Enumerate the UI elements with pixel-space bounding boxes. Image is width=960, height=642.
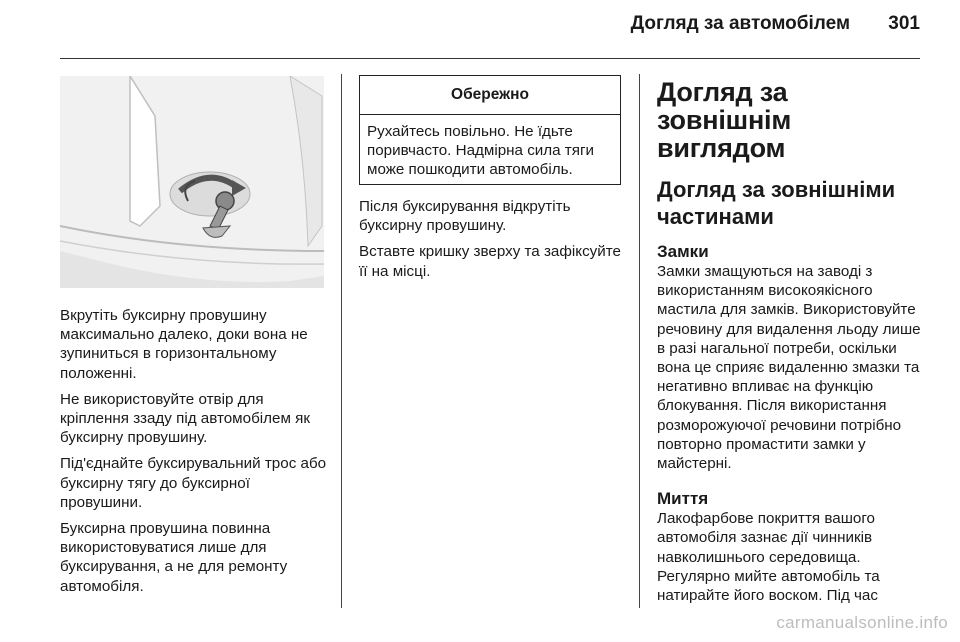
paragraph: Під'єднайте буксирувальний трос або буксирну тягу до буксирної провушини. (60, 455, 327, 511)
paragraph: Буксирна провушина повинна використовуватися лише для буксирування, а не для ремонту автомобіля. (60, 520, 288, 595)
column-divider-left (341, 74, 342, 608)
column-divider-right (639, 74, 640, 608)
paragraph-washing: Лакофарбове покриття вашого автомобіля зазнає дії чинників навколишнього середовища. Регулярно мийте автомобіль та натирайте його воском. Під час (657, 510, 880, 605)
paragraph: Не використовуйте отвір для кріплення ззаду під автомобілем як буксирну провушину. (60, 390, 310, 447)
left-column (60, 306, 328, 603)
heading-exterior-parts: Догляд за зовнішніми частинами (657, 177, 896, 229)
heading-washing: Миття (657, 489, 709, 509)
warning-text: Рухайтесь повільно. Не їдьте поривчасто. Надмірна сила тяги може пошкодити автомобіль. (367, 123, 595, 179)
warning-box (359, 75, 621, 185)
page-number: 301 (888, 13, 920, 34)
header-divider (60, 58, 920, 59)
warning-title: Обережно (360, 76, 620, 115)
paragraph: Вкрутіть буксирну провушину максимально далеко, доки вона не зупиниться в горизонтальному положенні. (60, 307, 308, 382)
heading-exterior-care: Догляд за зовнішнім виглядом (657, 77, 792, 163)
heading-locks: Замки (657, 242, 709, 261)
right-column (657, 78, 923, 612)
paragraph: Вставте кришку зверху та зафіксуйте її на місці. (359, 243, 621, 280)
watermark: carmanualsonline.info (776, 613, 948, 632)
paragraph-locks: Замки змащуються на заводі з використанням високоякісного мастила для замків. Використовуйте речовину для видалення льоду лише в разі нагальної потреби, оскільки вона це сприяє видаленню змазки та негативно впливає на функцію блокування. Після використання розморожуючої речовини потрібно повторно промастити замки у майстерні. (657, 263, 921, 473)
bumper-drawing (60, 76, 324, 288)
middle-column (359, 197, 621, 288)
tow-eye-illustration (60, 76, 324, 288)
section-title: Догляд за автомобілем (630, 13, 850, 34)
paragraph: Після буксирування відкрутіть буксирну провушину. (359, 198, 571, 235)
